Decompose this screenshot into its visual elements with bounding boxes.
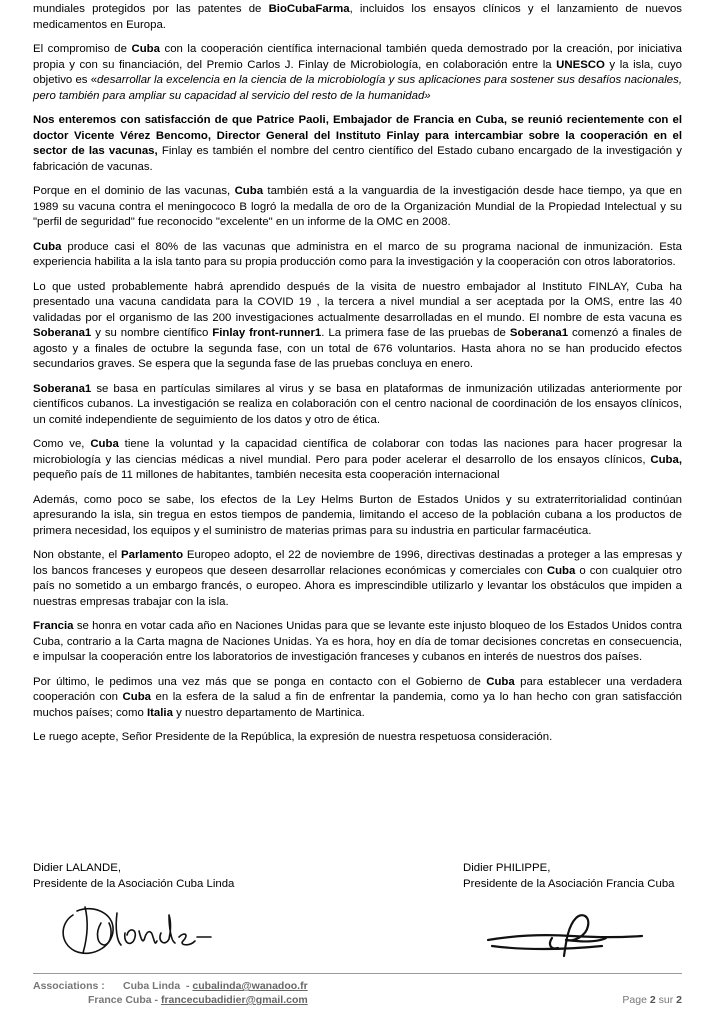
footer-row-1: Associations : Cuba Linda - cubalinda@wanadoo.fr (33, 980, 308, 992)
bold-text: Italia (146, 706, 173, 719)
bold-text: Cuba, (650, 453, 682, 466)
email-link-francecuba[interactable]: francecubadidier@gmail.com (160, 994, 308, 1006)
text-run: o con cualquier otro país no sometido a un embargo francés, o europeo. Ahora es imprescindible utilizarlo y levantar los obstáculos que impiden a nuestras empresas trabajar con la isla. (33, 564, 682, 608)
text-run: Europeo adopto, el 22 de noviembre de 1996, directivas destinadas a proteger a las empresas y los bancos franceses y europeos que deseen desarrollar relaciones económicas y comerciales con (33, 549, 682, 577)
bold-text: Soberana1 (33, 382, 92, 395)
text-run: Por último, le pedimos una vez más que se ponga en contacto con el Gobierno de (33, 675, 487, 688)
signatory-right-title: Presidente de la Asociación Francia Cuba (463, 877, 675, 890)
italic-text: desarrollar la excelencia en la ciencia de la microbiología y sus aplicaciones para sostener sus desafíos nacionales, pero también para ampliar su capacidad al servicio del resto de la humanidad» (33, 74, 682, 102)
paragraph (33, 675, 682, 722)
paragraph (33, 548, 682, 610)
footer-divider (33, 973, 682, 974)
bold-text: Finlay front-runner1 (212, 327, 322, 339)
text-run: Porque en el dominio de las vacunas, (33, 185, 235, 197)
signatory-left-title: Presidente de la Asociación Cuba Linda (33, 877, 235, 890)
bold-text: Cuba (131, 43, 160, 55)
text-run: produce casi el 80% de las vacunas que administra en el marco de su programa nacional de inmunización. Esta experiencia habilita a la isla tanto para su propia producción como para la investigación y la cooperación con otros laboratorios. (33, 240, 682, 268)
signatory-left (33, 861, 234, 892)
text-run: y su nombre científico (91, 327, 213, 339)
text-run: Le ruego acepte, Señor Presidente de la República, la expresión de nuestra respetuosa consideración. (33, 731, 553, 743)
signatory-left-name: Didier LALANDE, (33, 862, 121, 874)
signatory-right-name: Didier PHILIPPE, (463, 862, 551, 874)
bold-text: Cuba (546, 564, 576, 577)
bold-text: Soberana1 (509, 327, 569, 339)
paragraph (33, 2, 682, 33)
text-run: se basa en partículas similares al virus y se basa en plataformas de inmunización utilizadas anteriormente por científicos cubanos. La investigación se realiza en colaboración con el centro nacional de coordinación de los ensayos clínicos, un comité independiente de seguimiento de los datos y otro de ética. (33, 382, 682, 426)
text-run: en la esfera de la salud a fin de enfrentar la pandemia, como ya lo han hecho con gran satisfacción muchos países; como (33, 691, 682, 719)
text-run: Como ve, (33, 438, 91, 450)
paragraph (33, 240, 682, 271)
text-run: Non obstante, el (33, 549, 122, 561)
bold-text: Nos enteremos con satisfacción de que Patrice Paoli, Embajador de Francia en Cuba, se reunió recientemente con el doctor Vicente Vérez Bencomo, Director General del Instituto Finlay para intercambiar sobre la cooperación en el sector de las vacunas, (33, 114, 682, 157)
paragraph (33, 42, 682, 104)
page-current: 2 (649, 994, 656, 1006)
footer-org-cuba-linda: Cuba Linda (123, 980, 181, 992)
paragraph (33, 184, 682, 231)
page-number: Page 2 sur 2 (622, 994, 682, 1006)
paragraph (33, 382, 682, 429)
footer-label: Associations : (33, 980, 105, 992)
bold-text: Cuba (234, 185, 264, 197)
text-run: también está a la vanguardia de la investigación desde hace tiempo, ya que en 1989 su vacuna contra el meningococo B logró la medalla de oro de la Organización Mundial de la Propiedad Intelectual y su "perfil de seguridad" fue reconocido "excelente" en un informe de la OMC en 2008. (33, 185, 682, 228)
page-footer (33, 979, 682, 1007)
paragraph (33, 113, 682, 175)
text-run: con la cooperación científica internacional también queda demostrado por la creación, por iniciativa propia y con su financiación, del Premio Carlos J. Finlay de Microbiología, en colaboración entre la (33, 43, 682, 71)
bold-text: Cuba (486, 675, 515, 688)
bold-text: Cuba (122, 691, 151, 703)
paragraph (33, 280, 682, 373)
bold-text: BioCubaFarma (268, 3, 350, 15)
bold-text: Cuba (33, 240, 62, 253)
text-run: . La primera fase de las pruebas de (321, 327, 510, 339)
footer-row-2: France Cuba - francecubadidier@gmail.com (88, 994, 308, 1006)
page-total: 2 (676, 994, 682, 1006)
text-run: para establecer una verdadera cooperación con (33, 675, 682, 703)
text-run: Finlay es también el nombre del centro científico del Estado cubano encargado de la investigación y fabricación de vacunas. (33, 145, 682, 173)
handwritten-signature-left (55, 893, 225, 963)
signatory-right (463, 861, 674, 892)
text-run: y nuestro departamento de Martinica. (172, 706, 365, 719)
bold-text: UNESCO (556, 58, 605, 71)
text-run: El compromiso de (33, 43, 132, 55)
bold-text: Soberana1 (33, 327, 92, 339)
handwritten-signature-right (482, 906, 652, 966)
text-run: y la isla, cuyo objetivo es « (33, 58, 682, 86)
paragraph (33, 619, 682, 666)
paragraph (33, 437, 682, 484)
text-run: comenzó a finales de agosto y a finales de octubre la segunda fase, con un total de 676 voluntarios. Hasta ahora no se han producido efectos secundarios graves. Se espera que la segunda fase de las pruebas concluya en enero. (33, 327, 683, 370)
bold-text: Cuba (90, 438, 119, 450)
text-run: tiene la voluntad y la capacidad científica de colaborar con todas las naciones para hacer progresar la microbiología y las ciencias médicas a nivel mundial. Pero para poder acelerar el desarrollo de los ensayos clínicos, (33, 438, 682, 466)
text-run: , incluidos los ensayos clínicos y el lanzamiento de nuevos medicamentos en Europa. (33, 3, 682, 31)
bold-text: Parlamento (121, 549, 184, 561)
text-run: se honra en votar cada año en Naciones Unidas para que se levante este injusto bloqueo de los Estados Unidos contra Cuba, contrario a la Carta magna de Naciones Unidas. Ya es hora, hoy en día de tomar decisiones concretas en consecuencia, e impulsar la cooperación entre los laboratorios de investigación franceses y cubanos en interés de nuestros dos países. (33, 620, 682, 663)
paragraph (33, 493, 682, 540)
bold-text: Francia (33, 620, 74, 632)
text-run: Además, como poco se sabe, los efectos de la Ley Helms Burton de Estados Unidos y su extraterritorialidad continúan apresurando la isla, sin tregua en estos tiempos de pandemia, limitando el acceso de la población cubana a los productos de primera necesidad, los equipos y el suministro de materias primas para su industria en particular farmacéutica. (33, 493, 682, 537)
text-run: Lo que usted probablemente habrá aprendido después de la visita de nuestro embajador al Instituto FINLAY, Cuba ha presentado una vacuna candidata para la COVID 19 , la tercera a nivel mundial a ser aceptada por la OMS, entre las 40 validadas por el organismo de las 200 investigaciones actualmente desarrolladas en el mundo. El nombre de esta vacuna es (33, 280, 682, 324)
letter-body (33, 2, 682, 755)
email-link-cubalinda[interactable]: cubalinda@wanadoo.fr (192, 980, 308, 992)
text-run: mundiales protegidos por las patentes de (33, 3, 269, 15)
footer-org-france-cuba: France Cuba (88, 994, 152, 1006)
paragraph (33, 730, 682, 746)
text-run: pequeño país de 11 millones de habitantes, también necesita esta cooperación internacional (33, 469, 500, 481)
